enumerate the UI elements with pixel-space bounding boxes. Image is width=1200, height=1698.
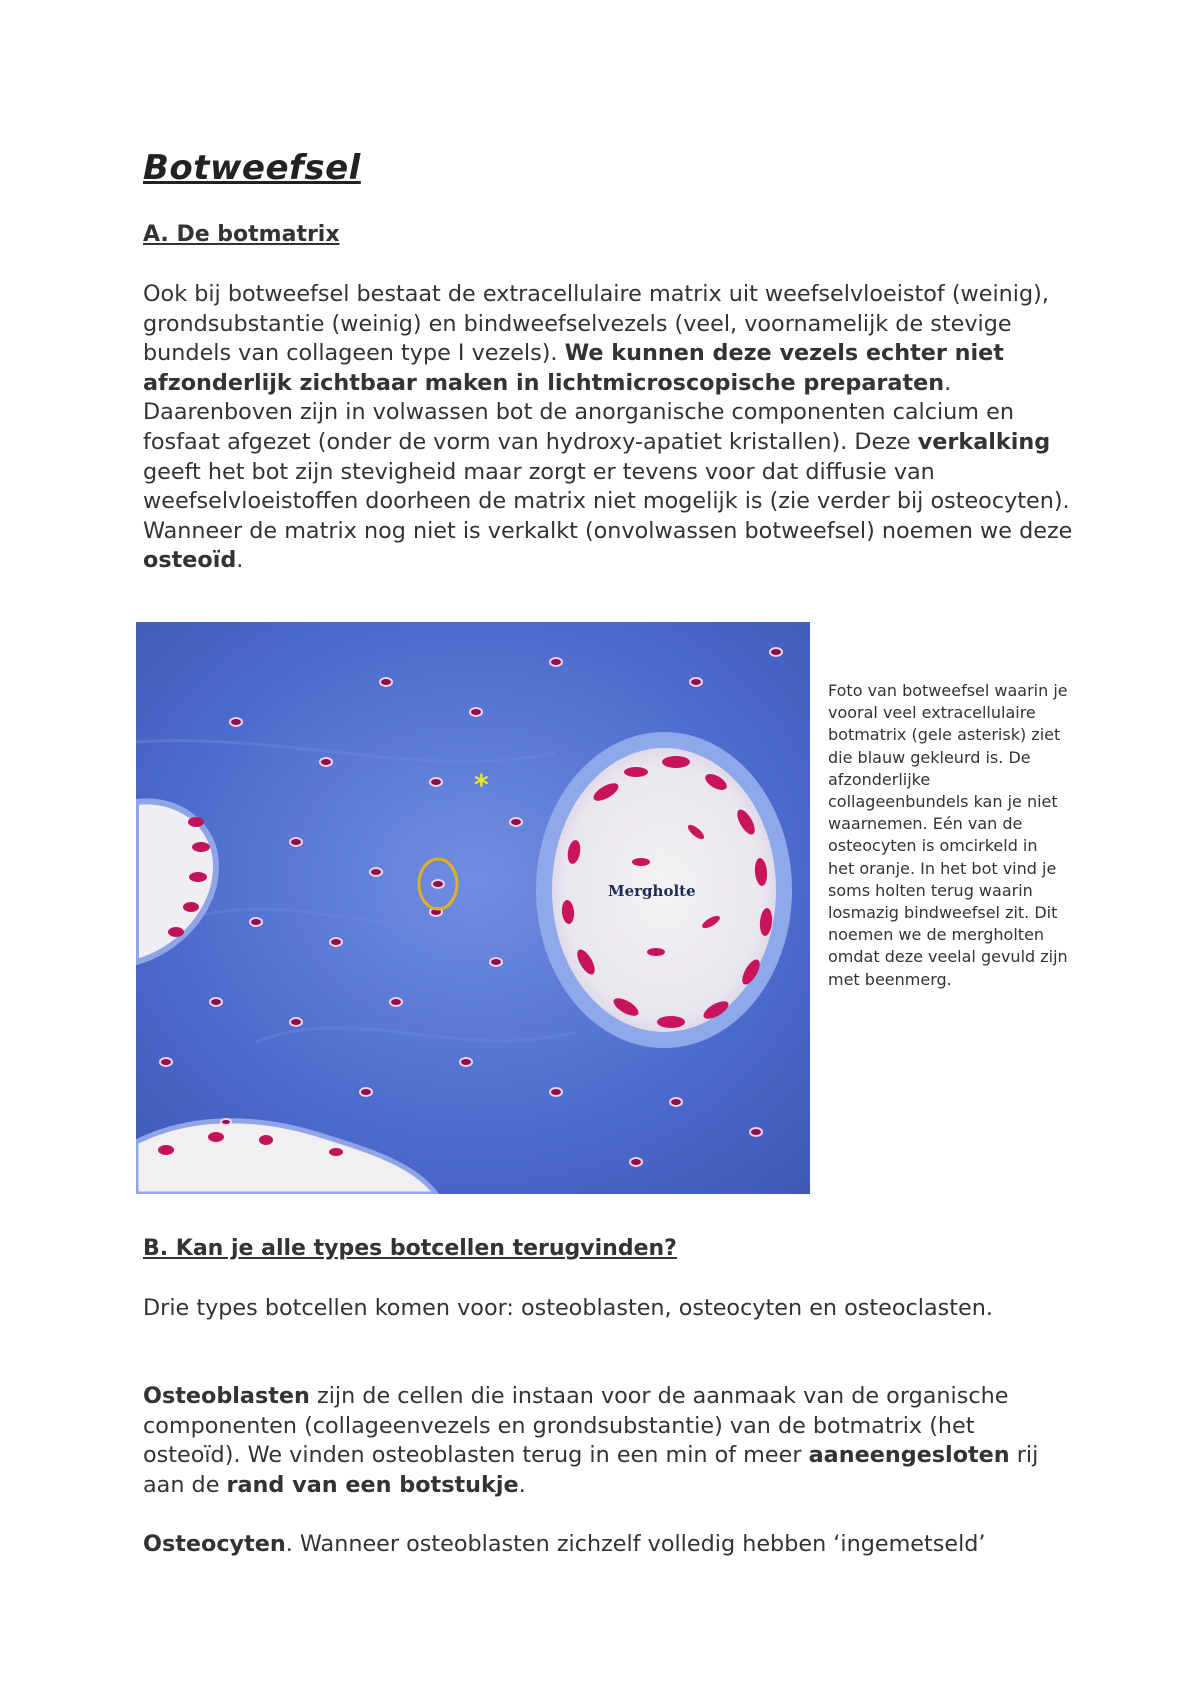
text-run: . Wanneer osteoblasten zichzelf volledig hebben ‘ingemetseld’ — [285, 1531, 986, 1557]
text-run: geeft het bot zijn stevigheid maar zorgt er tevens voor dat diffusie van weefselvloeistoffen doorheen de matrix niet mogelijk is (zie verder bij osteocyten). — [143, 458, 1070, 515]
bold-text-run: Osteocyten — [143, 1531, 286, 1557]
bold-text-run: rand van een botstukje — [226, 1471, 519, 1498]
bold-text-run: osteoïd — [143, 547, 237, 574]
bold-text-run: aaneengesloten — [808, 1442, 1010, 1469]
bold-text-run: Osteoblasten — [143, 1383, 310, 1409]
bone-tissue-micrograph — [136, 622, 810, 1194]
bold-text-run: verkalking — [917, 428, 1051, 455]
text-run: . — [518, 1471, 526, 1498]
text-run: Ook bij botweefsel bestaat de extracellulaire matrix uit weefselvloeistof (weinig), grondsubstantie (weinig) en bindweefselvezels (veel, voornamelijk de stevige bundels van collageen type I vezels). — [143, 281, 1049, 367]
section-b-heading: B. Kan je alle types botcellen terugvinden? — [143, 1236, 677, 1261]
osteocyten-paragraph — [143, 1530, 1073, 1560]
document-title: Botweefsel — [143, 148, 361, 188]
text-run: . — [236, 547, 244, 574]
section-b-intro: Drie types botcellen komen voor: osteoblasten, osteocyten en osteoclasten. — [143, 1295, 993, 1321]
section-a-paragraph — [143, 280, 1073, 576]
text-run: . Daarenboven zijn in volwassen bot de anorganische componenten calcium en fosfaat afgezet (onder de vorm van hydroxy-apatiet kristallen). Deze — [143, 369, 1014, 455]
figure-caption: Foto van botweefsel waarin je vooral veel extracellulaire botmatrix (gele asterisk) ziet die blauw gekleurd is. De afzonderlijke collageenbundels kan je niet waarnemen. Eén van de osteocyten is omcirkeld in het oranje. In het bot vind je soms holten terug waarin losmazig bindweefsel zit. Dit noemen we de mergholten omdat deze veelal gevuld zijn met beenmerg. — [828, 681, 1068, 989]
bold-text-run: We kunnen deze vezels echter niet afzonderlijk zichtbaar maken in lichtmicroscopische preparaten — [143, 340, 1004, 396]
text-run: rij aan de — [143, 1442, 1039, 1498]
mergholte-label: Mergholte — [608, 882, 696, 900]
text-run: Wanneer de matrix nog niet is verkalkt (onvolwassen botweefsel) noemen we deze — [143, 517, 1073, 544]
text-run: zijn de cellen die instaan voor de aanmaak van de organische componenten (collageenvezels en grondsubstantie) van de botmatrix (het osteoïd). We vinden osteoblasten terug in een min of meer — [143, 1383, 1009, 1469]
osteoblasten-paragraph — [143, 1382, 1073, 1500]
matrix-asterisk: * — [474, 768, 489, 801]
section-a-heading: A. De botmatrix — [143, 222, 340, 247]
